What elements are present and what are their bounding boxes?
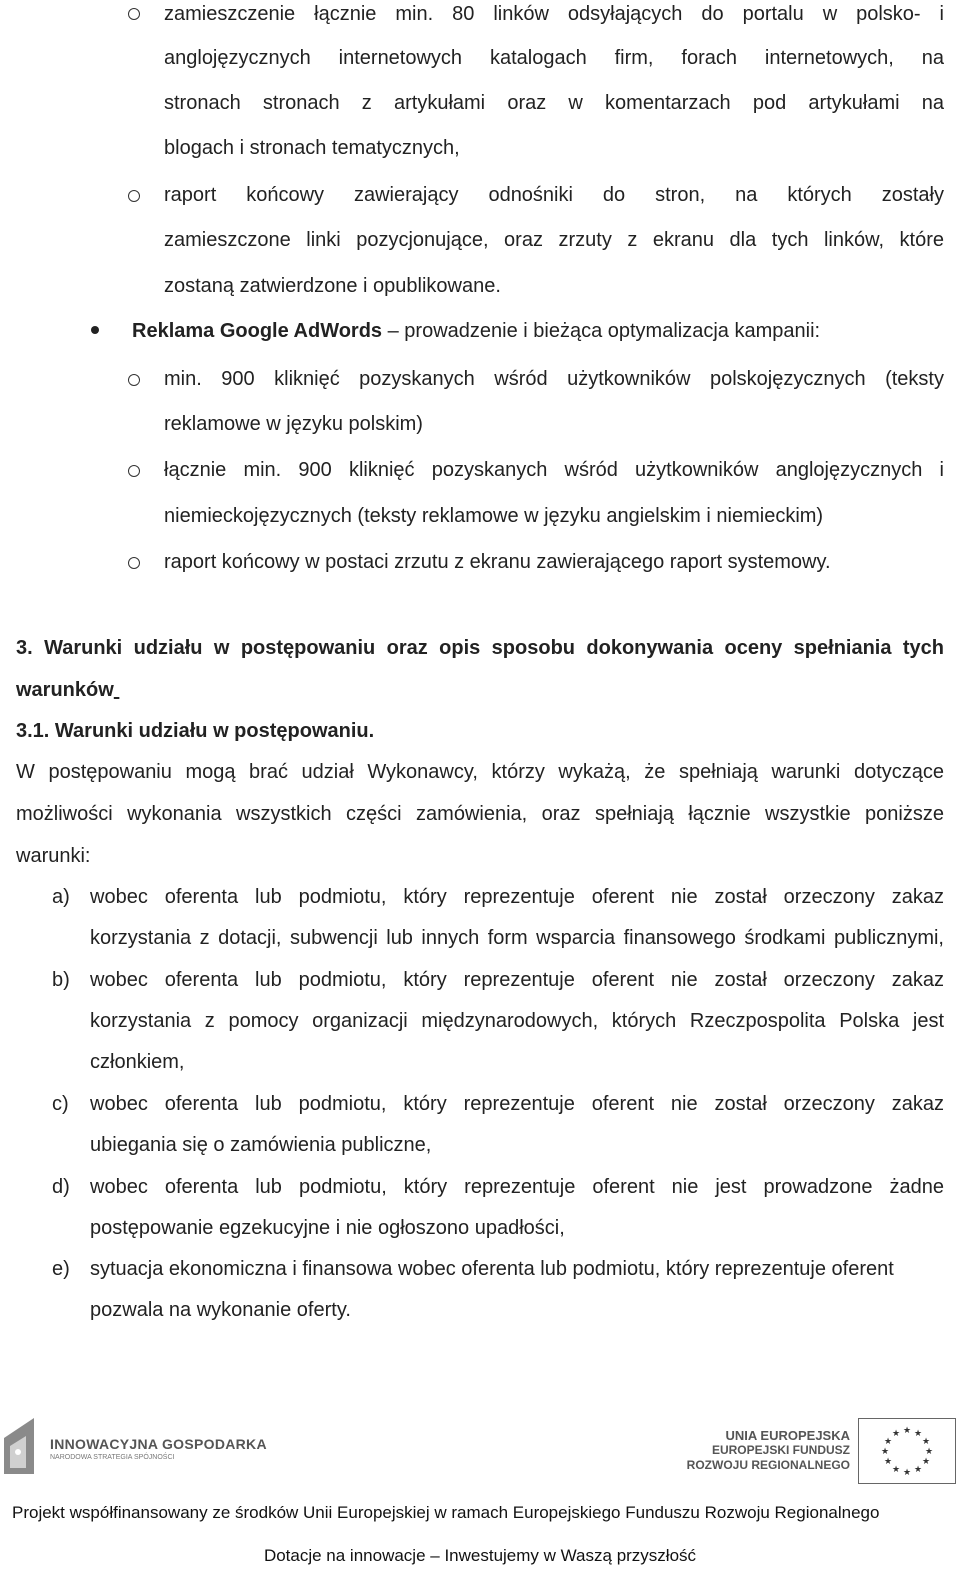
adwords-sub-line: reklamowe w języku polskim) [164, 413, 423, 435]
svg-text:★: ★ [883, 1456, 893, 1466]
condition-label: a) [52, 886, 70, 908]
svg-text:★: ★ [883, 1436, 893, 1446]
condition-label: c) [52, 1093, 69, 1115]
svg-text:★: ★ [880, 1446, 890, 1456]
condition-line: wobec oferenta lub podmiotu, który reprezentuje oferent nie jest prowadzone żadne [90, 1176, 944, 1198]
innovation-logo-icon [4, 1418, 42, 1474]
svg-text:★: ★ [913, 1464, 923, 1474]
eu-line-2: EUROPEJSKI FUNDUSZ [711, 1443, 850, 1457]
eu-line-3: ROZWOJU REGIONALNEGO [686, 1458, 850, 1472]
section-heading-cont: warunków [16, 679, 114, 701]
list-item-line: stronach stronach z artykułami oraz w komentarzach pod artykułami na [164, 92, 944, 114]
condition-line: postępowanie egzekucyjne i nie ogłoszono upadłości, [90, 1217, 565, 1239]
sub-bullet-icon [128, 465, 140, 477]
intro-line: W postępowaniu mogą brać udział Wykonawcy, którzy wykażą, że spełniają warunki dotyczące [16, 761, 944, 783]
condition-line: pozwala na wykonanie oferty. [90, 1299, 351, 1321]
intro-line: możliwości wykonania wszystkich części zamówienia, oraz spełniają łącznie wszystkie poniższe [16, 803, 944, 825]
section-heading: 3. Warunki udziału w postępowaniu oraz opis sposobu dokonywania oceny spełniania tych [16, 637, 944, 659]
condition-line: wobec oferenta lub podmiotu, który reprezentuje oferent nie został orzeczony zakaz [90, 886, 944, 908]
sub-bullet-icon [128, 8, 140, 20]
condition-line: korzystania z pomocy organizacji międzynarodowych, których Rzeczpospolita Polska jest [90, 1010, 944, 1032]
condition-line: wobec oferenta lub podmiotu, który reprezentuje oferent nie został orzeczony zakaz [90, 969, 944, 991]
intro-line: warunki: [16, 845, 91, 867]
condition-line: sytuacja ekonomiczna i finansowa wobec oferenta lub podmiotu, który reprezentuje oferent [90, 1258, 894, 1280]
list-item-line: zamieszczone linki pozycjonujące, oraz zrzuty z ekranu dla tych linków, które [164, 229, 944, 251]
eu-fund-text [660, 1428, 850, 1473]
condition-label: b) [52, 969, 70, 991]
condition-line: członkiem, [90, 1051, 185, 1073]
list-item-line: blogach i stronach tematycznych, [164, 137, 460, 159]
logo-left-title: INNOWACYJNA GOSPODARKA [50, 1436, 267, 1452]
condition-label: d) [52, 1176, 70, 1198]
svg-text:★: ★ [921, 1456, 931, 1466]
condition-line: ubiegania się o zamówienia publiczne, [90, 1134, 432, 1156]
adwords-title-bold: Reklama Google AdWords [132, 320, 383, 342]
eu-stars-icon [859, 1419, 955, 1483]
footer-line-2: Dotacje na innowacje – Inwestujemy w Waszą przyszłość [263, 1546, 697, 1565]
svg-text:★: ★ [921, 1436, 931, 1446]
footer-line-1: Projekt współfinansowany ze środków Unii Europejskiej w ramach Europejskiego Funduszu Rozwoju Regionalnego [12, 1503, 880, 1522]
svg-text:★: ★ [913, 1428, 923, 1438]
svg-text:★: ★ [902, 1425, 912, 1435]
svg-text:★: ★ [891, 1464, 901, 1474]
sub-bullet-icon [128, 190, 140, 202]
condition-line: korzystania z dotacji, subwencji lub innych form wsparcia finansowego środkami publicznymi, [90, 927, 944, 949]
adwords-title [132, 319, 820, 343]
logo-left-subtitle: NARODOWA STRATEGIA SPÓJNOŚCI [50, 1454, 175, 1461]
subsection-heading: 3.1. Warunki udziału w postępowaniu. [16, 720, 375, 742]
adwords-sub-line: łącznie min. 900 kliknięć pozyskanych wśród użytkowników anglojęzycznych i [164, 459, 944, 481]
sub-bullet-icon [128, 557, 140, 569]
condition-label: e) [52, 1258, 70, 1280]
list-item-line: anglojęzycznych internetowych katalogach firm, forach internetowych, na [164, 47, 944, 69]
adwords-sub-line: niemieckojęzycznych (teksty reklamowe w języku angielskim i niemieckim) [164, 505, 824, 527]
bullet-icon [91, 326, 99, 334]
list-item-line: raport końcowy zawierający odnośniki do stron, na których zostały [164, 184, 944, 206]
adwords-sub-line: min. 900 kliknięć pozyskanych wśród użytkowników polskojęzycznych (teksty [164, 368, 944, 390]
svg-text:★: ★ [924, 1446, 934, 1456]
list-item-line: zamieszczenie łącznie min. 80 linków odsyłających do portalu w polsko- i [164, 3, 944, 25]
eu-flag [858, 1418, 956, 1484]
condition-line: wobec oferenta lub podmiotu, który reprezentuje oferent nie został orzeczony zakaz [90, 1093, 944, 1115]
section-heading [16, 678, 119, 702]
list-item-line: zostaną zatwierdzone i opublikowane. [164, 275, 501, 297]
eu-line-1: UNIA EUROPEJSKA [725, 1428, 850, 1443]
adwords-title-rest: – prowadzenie i bieżąca optymalizacja kampanii: [382, 320, 821, 342]
svg-text:★: ★ [902, 1467, 912, 1477]
svg-text:★: ★ [891, 1428, 901, 1438]
innowacyjna-gospodarka-logo [4, 1418, 304, 1478]
sub-bullet-icon [128, 374, 140, 386]
adwords-sub-line: raport końcowy w postaci zrzutu z ekranu zawierającego raport systemowy. [164, 551, 831, 573]
